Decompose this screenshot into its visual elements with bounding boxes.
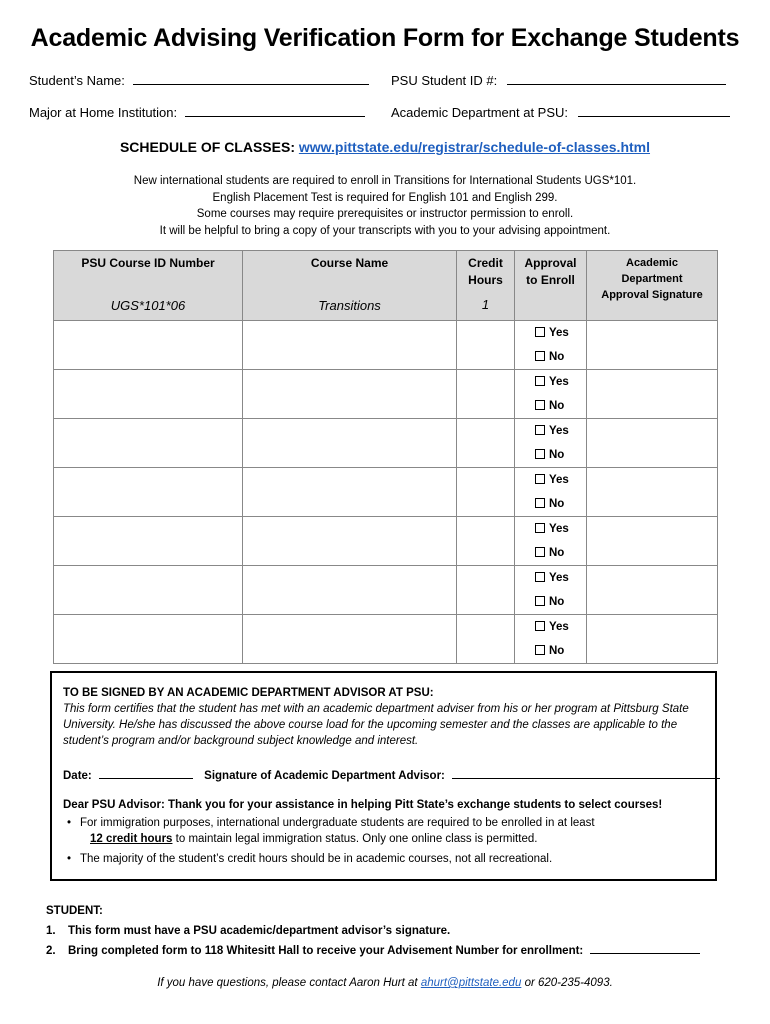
- signature-header-line: Academic: [626, 257, 678, 269]
- bullet-icon: •: [67, 853, 72, 865]
- approval-header: [515, 251, 587, 321]
- no-option[interactable]: [515, 541, 586, 565]
- major-row: [29, 104, 365, 120]
- credit-cell[interactable]: [457, 370, 515, 419]
- course-id-header-label: PSU Course ID Number: [81, 256, 215, 270]
- note-line: Some courses may require prerequisites or instructor permission to enroll.: [196, 208, 574, 220]
- credit-cell[interactable]: [457, 615, 515, 664]
- bullet-item: [63, 851, 707, 867]
- checkbox-icon[interactable]: [535, 327, 545, 337]
- course-name-cell[interactable]: [243, 566, 457, 615]
- yes-label: Yes: [549, 523, 569, 535]
- yes-option[interactable]: [515, 468, 586, 492]
- yes-option[interactable]: [515, 370, 586, 394]
- no-option[interactable]: [515, 590, 586, 614]
- bullet-text: For immigration purposes, international undergraduate students are required to be enrolled in at least: [80, 817, 595, 829]
- course-name-header: [243, 251, 457, 321]
- course-row: [54, 615, 718, 664]
- schedule-line: [0, 139, 770, 155]
- department-row: [391, 104, 730, 120]
- department-field[interactable]: [578, 104, 730, 117]
- approval-cell: [515, 566, 587, 615]
- checkbox-icon[interactable]: [535, 547, 545, 557]
- student-item: [46, 922, 700, 942]
- course-row: [54, 566, 718, 615]
- note-line: New international students are required to enroll in Transitions for International Students UGS*101.: [133, 175, 637, 187]
- course-name-cell[interactable]: [243, 468, 457, 517]
- checkbox-icon[interactable]: [535, 376, 545, 386]
- item-text: Bring completed form to 118 Whitesitt Hall to receive your Advisement Number for enrollment:: [68, 945, 584, 957]
- no-label: No: [549, 645, 565, 657]
- course-name-cell[interactable]: [243, 370, 457, 419]
- course-id-cell[interactable]: [54, 468, 243, 517]
- signature-header-line: Approval Signature: [601, 289, 703, 301]
- student-id-label: PSU Student ID #:: [391, 73, 498, 88]
- major-field[interactable]: [185, 104, 365, 117]
- approval-header-line: Approval: [524, 256, 577, 270]
- contact-text: or 620-235-4093.: [524, 977, 613, 989]
- course-id-cell[interactable]: [54, 419, 243, 468]
- yes-option[interactable]: [515, 615, 586, 639]
- example-course-id: UGS*101*06: [110, 297, 186, 313]
- contact-email-link[interactable]: ahurt@pittstate.edu: [420, 977, 522, 989]
- checkbox-icon[interactable]: [535, 425, 545, 435]
- course-table: [53, 250, 718, 664]
- credit-header-label: [457, 251, 514, 288]
- schedule-label: SCHEDULE OF CLASSES:: [119, 139, 295, 155]
- course-id-cell[interactable]: [54, 566, 243, 615]
- course-id-cell[interactable]: [54, 321, 243, 370]
- signature-cell[interactable]: [587, 419, 718, 468]
- advisor-signature-label: Signature of Academic Department Advisor:: [204, 770, 445, 782]
- item-number: 1.: [46, 924, 56, 937]
- bullet-text: The majority of the student’s credit hours should be in academic courses, not all recreational.: [80, 853, 553, 865]
- course-name-cell[interactable]: [243, 517, 457, 566]
- course-id-cell[interactable]: [54, 370, 243, 419]
- note-line: It will be helpful to bring a copy of your transcripts with you to your advising appointment.: [159, 224, 611, 237]
- yes-option[interactable]: [515, 566, 586, 590]
- course-name-header-label: Course Name: [310, 256, 389, 270]
- no-label: No: [549, 596, 565, 608]
- note-line: English Placement Test is required for English 101 and English 299.: [212, 191, 558, 204]
- signature-header-line: Department: [621, 273, 683, 285]
- schedule-link[interactable]: www.pittstate.edu/registrar/schedule-of-classes.html: [298, 139, 651, 155]
- yes-label: Yes: [549, 474, 569, 486]
- course-name-cell[interactable]: [243, 321, 457, 370]
- checkbox-icon[interactable]: [535, 351, 545, 361]
- no-option[interactable]: [515, 394, 586, 418]
- student-id-field[interactable]: [507, 72, 726, 85]
- signature-header-label: [587, 251, 717, 303]
- course-row: [54, 517, 718, 566]
- no-label: No: [549, 498, 565, 510]
- date-field[interactable]: [99, 766, 193, 779]
- bullet-icon: •: [67, 817, 72, 829]
- advisor-heading: TO BE SIGNED BY AN ACADEMIC DEPARTMENT ADVISOR AT PSU:: [63, 687, 434, 699]
- no-option[interactable]: [515, 492, 586, 516]
- signature-cell[interactable]: [587, 321, 718, 370]
- approval-header-line: to Enroll: [526, 272, 575, 287]
- student-name-field[interactable]: [133, 72, 369, 85]
- advisor-section: [50, 671, 717, 881]
- no-option[interactable]: [515, 443, 586, 467]
- course-name-cell[interactable]: [243, 615, 457, 664]
- notes: [0, 173, 770, 239]
- signature-header: [587, 251, 718, 321]
- bullet-text: to maintain legal immigration status. Only one online class is permitted.: [175, 833, 538, 845]
- course-row: [54, 321, 718, 370]
- checkbox-icon[interactable]: [535, 400, 545, 410]
- credit-cell[interactable]: [457, 321, 515, 370]
- course-id-cell[interactable]: [54, 615, 243, 664]
- checkbox-icon[interactable]: [535, 523, 545, 533]
- bullet-item: [63, 815, 707, 847]
- form-title: Academic Advising Verification Form for Exchange Students: [30, 24, 740, 52]
- advisor-certification: This form certifies that the student has met with an academic department adviser from his or her program at Pittsburg State University. He/she has discussed the above course load for the upcoming semester and the classes are applicable to the student’s program and/or background subject knowledge and interest.: [63, 703, 689, 747]
- credit-cell[interactable]: [457, 419, 515, 468]
- checkbox-icon[interactable]: [535, 645, 545, 655]
- yes-label: Yes: [549, 572, 569, 584]
- yes-option[interactable]: [515, 517, 586, 541]
- checkbox-icon[interactable]: [535, 596, 545, 606]
- no-label: No: [549, 351, 565, 363]
- yes-label: Yes: [549, 425, 569, 437]
- course-id-header: [54, 251, 243, 321]
- student-name-row: [29, 72, 369, 88]
- course-name-cell[interactable]: [243, 419, 457, 468]
- credit-cell[interactable]: [457, 517, 515, 566]
- student-heading: STUDENT:: [46, 905, 103, 917]
- signature-cell[interactable]: [587, 566, 718, 615]
- student-name-label: Student’s Name:: [29, 73, 125, 88]
- advisor-signature-field[interactable]: [452, 766, 720, 779]
- checkbox-icon[interactable]: [535, 474, 545, 484]
- contact-text: If you have questions, please contact Aaron Hurt at: [157, 977, 418, 989]
- no-label: No: [549, 400, 565, 412]
- course-id-cell[interactable]: [54, 517, 243, 566]
- course-row: [54, 468, 718, 517]
- advisor-sign-row: [63, 766, 707, 782]
- no-label: No: [549, 547, 565, 559]
- approval-cell: [515, 468, 587, 517]
- signature-cell[interactable]: [587, 370, 718, 419]
- item-number: 2.: [46, 945, 56, 957]
- signature-cell[interactable]: [587, 517, 718, 566]
- credit-header: [457, 251, 515, 321]
- approval-cell: [515, 517, 587, 566]
- student-id-row: [391, 72, 726, 88]
- approval-cell: [515, 419, 587, 468]
- yes-option[interactable]: [515, 321, 586, 345]
- bullet-emphasis: 12 credit hours: [90, 833, 173, 845]
- signature-cell[interactable]: [587, 468, 718, 517]
- date-label: Date:: [63, 770, 92, 782]
- department-label: Academic Department at PSU:: [391, 105, 569, 120]
- student-instructions: [46, 902, 700, 962]
- signature-cell[interactable]: [587, 615, 718, 664]
- table-header-row: [54, 251, 718, 321]
- credit-header-line: Hours: [468, 272, 503, 287]
- course-row: [54, 419, 718, 468]
- yes-label: Yes: [549, 327, 569, 339]
- advisor-thanks: Dear PSU Advisor: Thank you for your assistance in helping Pitt State’s exchange students to select courses!: [63, 799, 663, 811]
- no-label: No: [549, 449, 565, 461]
- advisement-number-field[interactable]: [590, 941, 700, 954]
- checkbox-icon[interactable]: [535, 572, 545, 582]
- approval-cell: [515, 370, 587, 419]
- approval-cell: [515, 615, 587, 664]
- approval-header-label: [515, 251, 586, 288]
- student-item: [46, 941, 700, 962]
- contact-line: [0, 977, 770, 989]
- checkbox-icon[interactable]: [535, 449, 545, 459]
- example-credit: 1: [481, 297, 490, 312]
- credit-header-line: Credit: [468, 256, 503, 270]
- yes-label: Yes: [549, 376, 569, 388]
- yes-label: Yes: [549, 621, 569, 633]
- checkbox-icon[interactable]: [535, 498, 545, 508]
- checkbox-icon[interactable]: [535, 621, 545, 631]
- yes-option[interactable]: [515, 419, 586, 443]
- credit-cell[interactable]: [457, 468, 515, 517]
- item-text: This form must have a PSU academic/department advisor’s signature.: [68, 924, 451, 937]
- no-option[interactable]: [515, 639, 586, 663]
- credit-cell[interactable]: [457, 566, 515, 615]
- example-course-name: Transitions: [318, 297, 381, 313]
- no-option[interactable]: [515, 345, 586, 369]
- major-label: Major at Home Institution:: [29, 105, 178, 120]
- course-row: [54, 370, 718, 419]
- approval-cell: [515, 321, 587, 370]
